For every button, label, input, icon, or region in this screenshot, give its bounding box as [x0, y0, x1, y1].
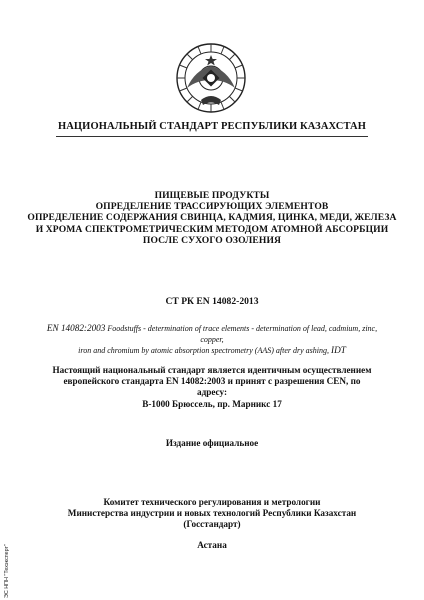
title-line: ПОСЛЕ СУХОГО ОЗОЛЕНИЯ — [142, 234, 282, 246]
english-title-suffix: IDT — [331, 345, 346, 355]
statement-line: Настоящий национальный стандарт является идентичным осуществлением — [52, 365, 372, 375]
identity-statement — [48, 365, 376, 410]
title-line: ОПРЕДЕЛЕНИЕ ТРАССИРУЮЩИХ ЭЛЕМЕНТОВ — [95, 201, 329, 213]
header-rule — [56, 136, 368, 137]
title-line: ПИЩЕВЫЕ ПРОДУКТЫ — [154, 190, 270, 201]
organization — [0, 497, 424, 531]
side-watermark: ЭС НПН "Техэксперт" — [4, 544, 10, 598]
standard-label: НАЦИОНАЛЬНЫЙ СТАНДАРТ РЕСПУБЛИКИ КАЗАХСТАН — [57, 121, 367, 132]
organization-line: Комитет технического регулирования и метрологии — [103, 497, 321, 507]
standard-code: СТ РК EN 14082-2013 — [165, 296, 259, 307]
document-title — [0, 190, 424, 246]
english-title — [40, 323, 384, 356]
english-title-text: Foodstuffs - determination of trace elements - determination of lead, cadmium, zinc, copper, — [105, 324, 378, 344]
statement-line: европейского стандарта EN 14082:2003 и принят с разрешения CEN, по адресу: — [63, 376, 361, 398]
english-title-ref: EN 14082:2003 — [46, 323, 106, 333]
state-emblem-icon — [175, 42, 247, 114]
organization-line: (Госстандарт) — [183, 519, 241, 530]
edition-label: Издание официальное — [165, 438, 259, 448]
title-line: И ХРОМА СПЕКТРОМЕТРИЧЕСКИМ МЕТОДОМ АТОМНОЙ АБСОРБЦИИ — [35, 223, 389, 235]
title-line: ОПРЕДЕЛЕНИЕ СОДЕРЖАНИЯ СВИНЦА, КАДМИЯ, ЦИНКА, МЕДИ, ЖЕЛЕЗА — [27, 212, 397, 224]
city-label: Астана — [197, 540, 227, 550]
statement-line: B-1000 Брюссель, пр. Марникс 17 — [142, 398, 282, 409]
organization-line: Министерства индустрии и новых технологий Республики Казахстан — [67, 508, 357, 519]
english-title-text: iron and chromium by atomic absorption spectrometry (AAS) after dry ashing, — [78, 346, 332, 355]
